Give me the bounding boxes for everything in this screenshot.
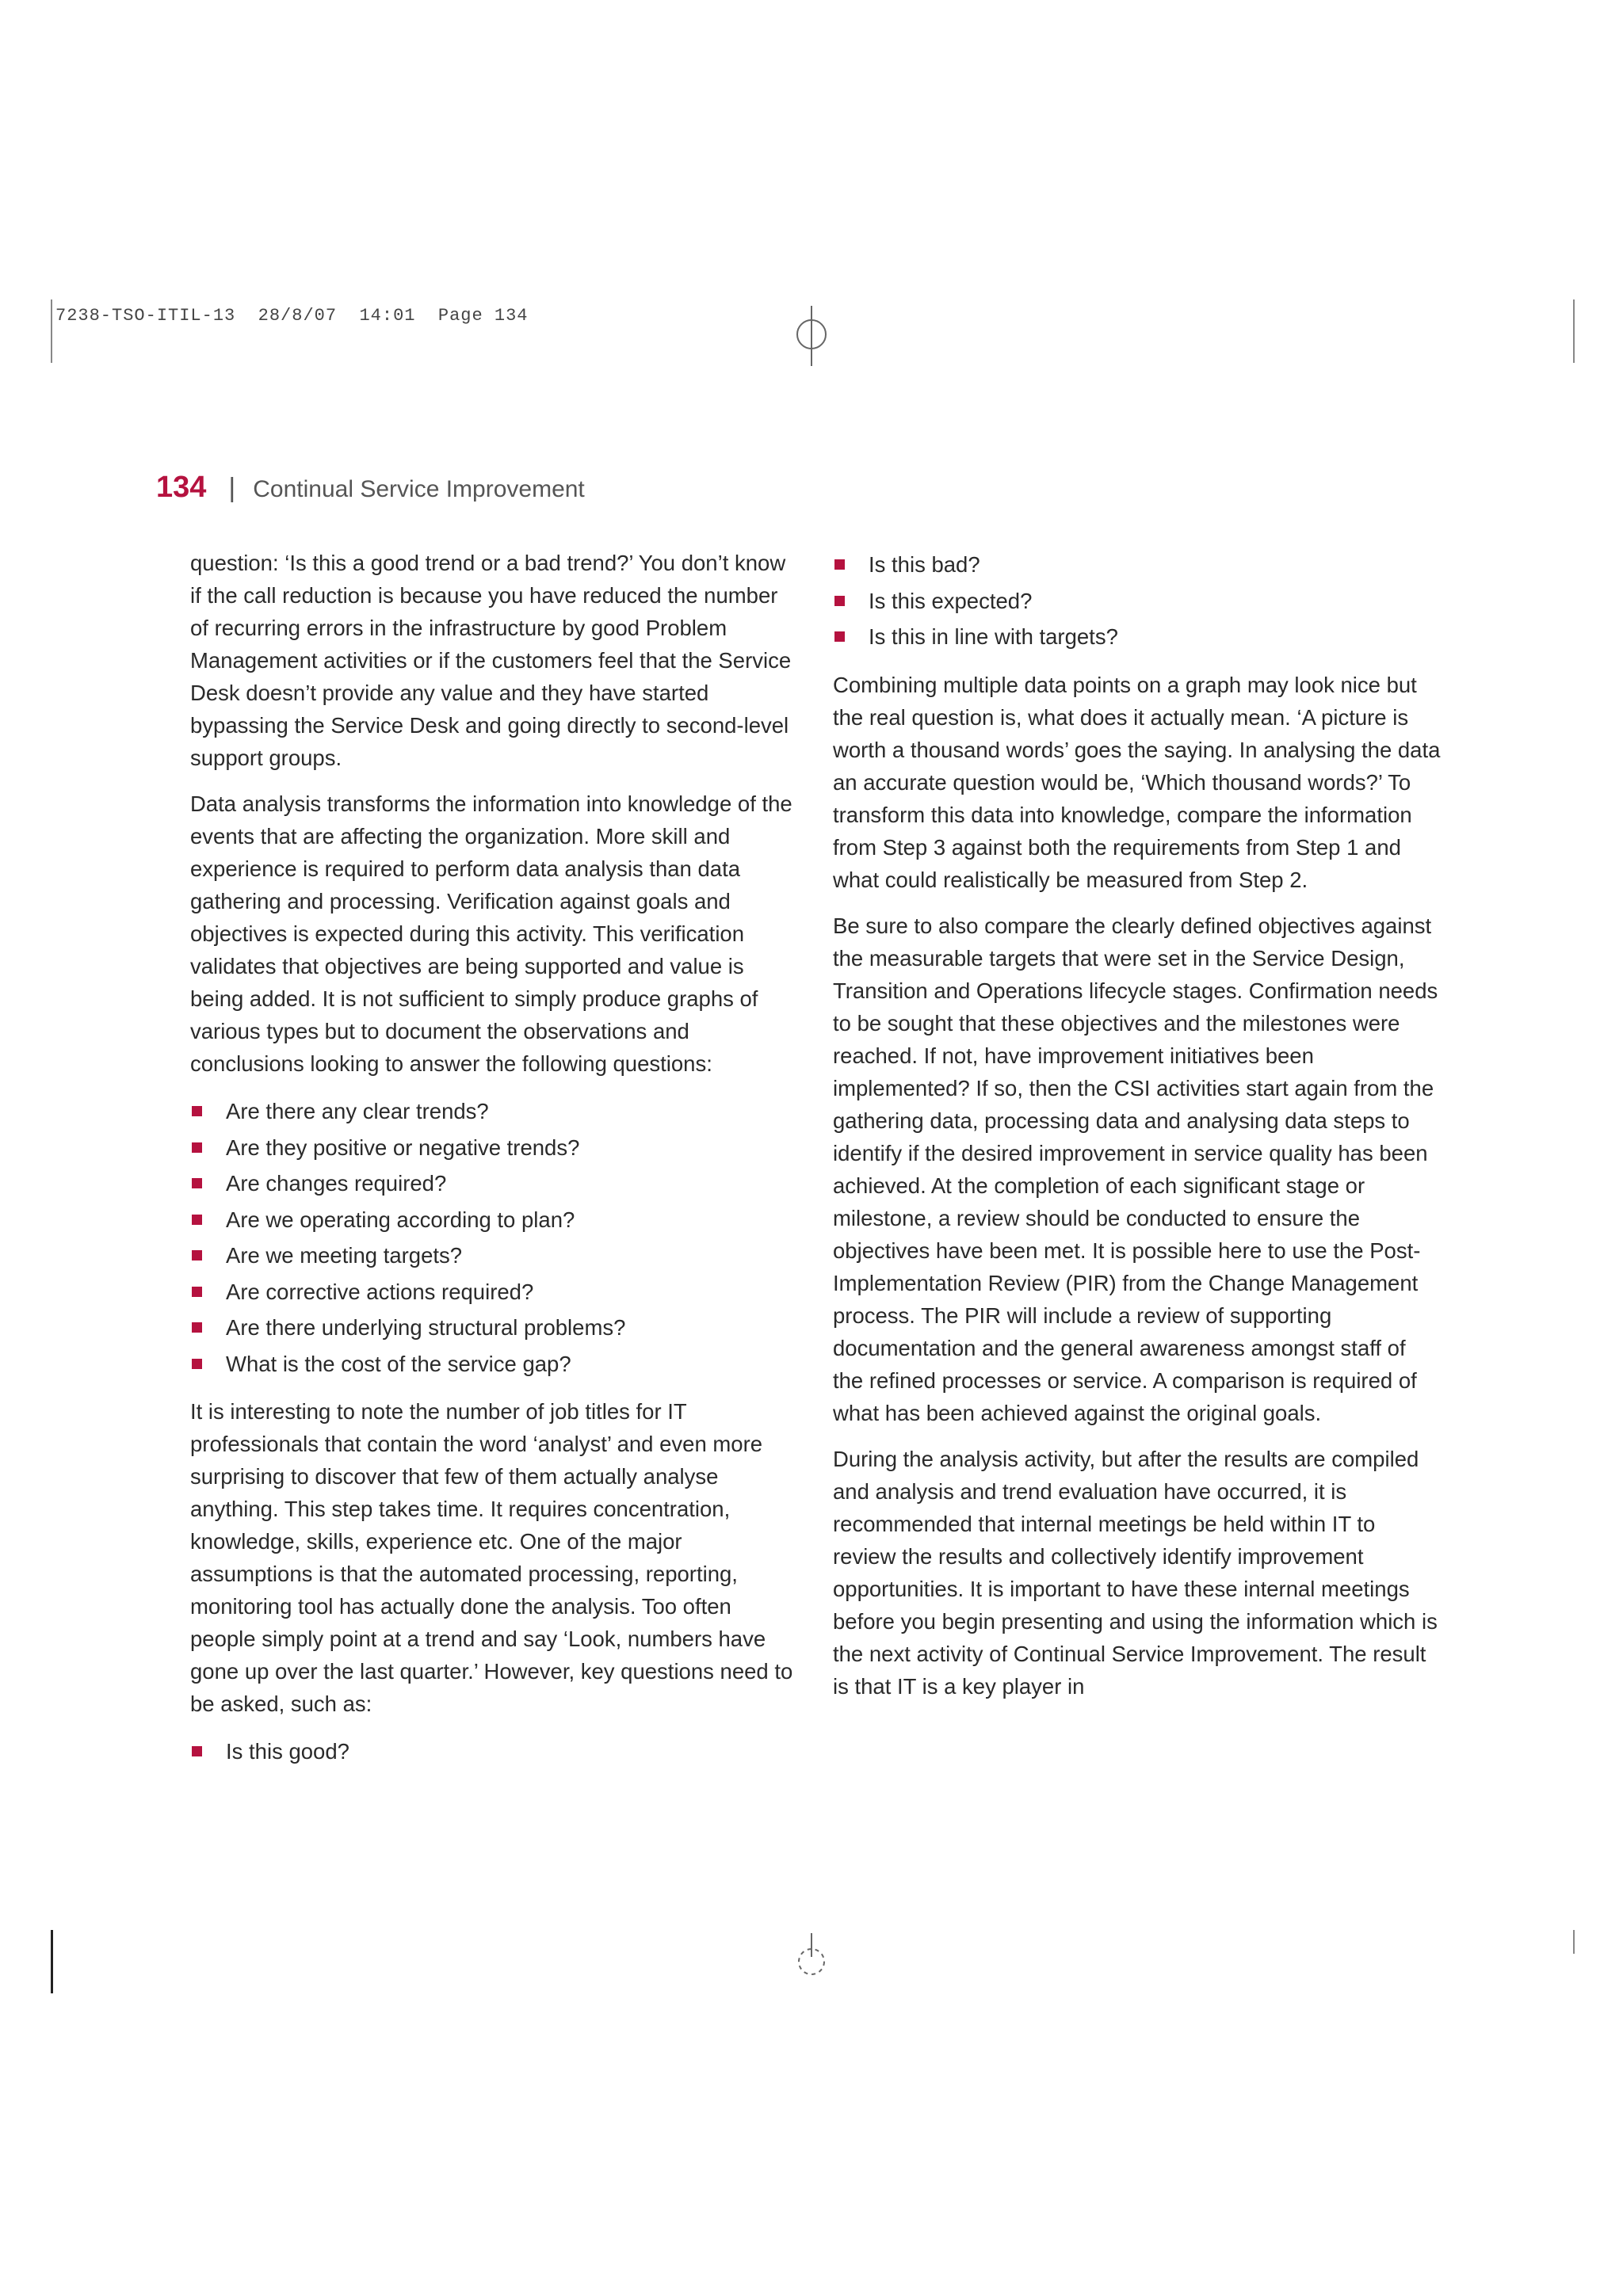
list-item xyxy=(190,1202,799,1238)
paragraph: Be sure to also compare the clearly defined objectives against the measurable targets that were set in the Service Design, Transition and Operations lifecycle stages. Confirmation needs to be sought that these objectives and the milestones were reached. If not, have improvement initiatives been implemented? If so, then the CSI activities start again from the gathering data, processing data and analysing data steps to identify if the desired improvement in service quality has been achieved. At the completion of each significant stage or milestone, a review should be conducted to ensure the objectives have been met. It is possible here to use the Post-Implementation Review (PIR) from the Change Management process. The PIR will include a review of supporting documentation and the general awareness amongst staff of the refined processes or service. A comparison is required of what has been achieved against the original goals. xyxy=(833,913,1438,1425)
list-item-text: Is this in line with targets? xyxy=(869,624,1118,649)
list-item xyxy=(190,1346,799,1383)
left-column xyxy=(190,547,799,1783)
list-item-text: Is this good? xyxy=(226,1739,349,1764)
list-item xyxy=(190,1733,799,1770)
list-item-text: Are corrective actions required? xyxy=(226,1279,534,1304)
square-bullet-icon xyxy=(192,1322,202,1333)
square-bullet-icon xyxy=(834,631,845,642)
square-bullet-icon xyxy=(192,1215,202,1225)
registration-mark-bottom xyxy=(792,1933,831,1981)
list-item xyxy=(190,1130,799,1166)
registration-mark-top xyxy=(792,306,831,366)
list-item-text: Is this bad? xyxy=(869,552,980,577)
list-item xyxy=(833,619,1442,655)
list-item xyxy=(190,1093,799,1130)
list-item-text: What is the cost of the service gap? xyxy=(226,1351,571,1376)
trim-rule-top-left xyxy=(51,299,52,363)
header-separator: | xyxy=(228,473,236,503)
paragraph: question: ‘Is this a good trend or a bad trend?’ You don’t know if the call reduction is because you have reduced the number of recurring errors in the infrastructure by good Problem Management activities or if the customers feel that the Service Desk doesn’t provide any value and they have started bypassing the Service Desk and going directly to second-level support groups. xyxy=(190,551,792,770)
list-item xyxy=(190,1310,799,1346)
list-item-text: Are changes required? xyxy=(226,1171,447,1196)
key-question-list-continued xyxy=(833,547,1442,655)
list-item xyxy=(190,1165,799,1202)
list-item xyxy=(190,1238,799,1274)
square-bullet-icon xyxy=(192,1746,202,1756)
question-list xyxy=(190,1093,799,1382)
list-item-text: Is this expected? xyxy=(869,588,1033,613)
list-item-text: Are we operating according to plan? xyxy=(226,1207,575,1232)
square-bullet-icon xyxy=(192,1359,202,1369)
paragraph: It is interesting to note the number of job titles for IT professionals that contain the word ‘analyst’ and even more surprising to discover that few of them actually analyse anything. This step takes time. It requires concentration, knowledge, skills, experience etc. One of the major assumptions is that the automated processing, reporting, monitoring tool has actually done the analysis. Too often people simply point at a trend and say ‘Look, numbers have gone up over the last quarter.’ However, key questions need to be asked, such as: xyxy=(190,1399,793,1716)
trim-rule-bottom-right xyxy=(1573,1930,1575,1954)
square-bullet-icon xyxy=(192,1106,202,1116)
square-bullet-icon xyxy=(834,596,845,606)
list-item-text: Are we meeting targets? xyxy=(226,1243,463,1268)
square-bullet-icon xyxy=(192,1142,202,1153)
paragraph: Data analysis transforms the information into knowledge of the events that are affecting the organization. More skill and experience is required to perform data analysis than data gathering and processing. Verification against goals and objectives is expected during this activity. This verification validates that objectives are being supported and value is being added. It is not sufficient to simply produce graphs of various types but to document the observations and conclusions looking to answer the following questions: xyxy=(190,791,792,1076)
paragraph: During the analysis activity, but after the results are compiled and analysis and trend evaluation have occurred, it is recommended that internal meetings be held within IT to review the results and collectively identify improvement opportunities. It is important to have these internal meetings before you begin presenting and using the information which is the next activity of Continual Service Improvement. The result is that IT is a key player in xyxy=(833,1446,1438,1699)
right-column xyxy=(833,547,1442,1716)
section-title: Continual Service Improvement xyxy=(253,476,585,502)
list-item xyxy=(190,1274,799,1310)
running-head xyxy=(156,471,585,505)
list-item-text: Are there any clear trends? xyxy=(226,1099,489,1123)
square-bullet-icon xyxy=(192,1178,202,1188)
list-item-text: Are they positive or negative trends? xyxy=(226,1135,580,1160)
trim-rule-bottom-left xyxy=(51,1930,53,1993)
list-item xyxy=(833,547,1442,583)
square-bullet-icon xyxy=(834,559,845,570)
page-number: 134 xyxy=(156,471,207,504)
list-item-text: Are there underlying structural problems? xyxy=(226,1315,626,1340)
trim-rule-top-right xyxy=(1573,299,1575,363)
paragraph: Combining multiple data points on a graph may look nice but the real question is, what does it actually mean. ‘A picture is worth a thousand words’ goes the saying. In analysing the data an accurate question would be, ‘Which thousand words?’ To transform this data into knowledge, compare the information from Step 3 against both the requirements from Step 1 and what could realistically be measured from Step 2. xyxy=(833,672,1441,892)
list-item xyxy=(833,583,1442,620)
key-question-list xyxy=(190,1733,799,1770)
square-bullet-icon xyxy=(192,1250,202,1261)
printer-slug: 7238-TSO-ITIL-13 28/8/07 14:01 Page 134 xyxy=(55,306,529,326)
square-bullet-icon xyxy=(192,1287,202,1297)
